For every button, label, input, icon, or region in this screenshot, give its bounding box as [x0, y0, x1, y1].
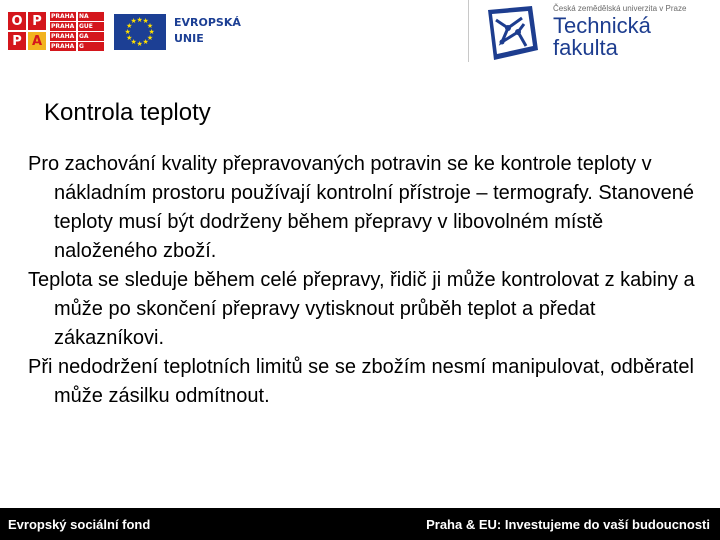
eu-star-icon: ★ — [130, 18, 137, 26]
oppa-letter-a: A — [28, 32, 46, 50]
praha-word: PRAHA — [51, 23, 75, 30]
slide-header — [0, 0, 720, 64]
eu-star-icon: ★ — [126, 22, 133, 30]
praha-suffix: NA — [78, 12, 104, 21]
eu-star-icon: ★ — [126, 34, 133, 42]
praha-suffix: GUE — [78, 22, 104, 31]
university-name: Česká zemědělská univerzita v Praze — [553, 4, 687, 13]
eu-star-icon: ★ — [142, 18, 149, 26]
praha-word: PRAHA — [51, 33, 75, 40]
eu-label-line1: EVROPSKÁ — [174, 16, 241, 29]
eu-star-icon: ★ — [124, 28, 131, 36]
body-paragraph: Při nedodržení teplotních limitů se se zbožím nesmí manipulovat, odběratel může zásilku odmítnout. — [28, 356, 694, 407]
oppa-letter-p: P — [28, 12, 46, 30]
body-paragraph: Pro zachování kvality přepravovaných potravin se ke kontrole teploty v nákladním prostoru používají kontrolní přístroje – termografy. Stanovené teploty musí být dodrženy během přepravy v libovolném místě naloženého zboží. — [28, 153, 694, 262]
footer-left-text: Evropský sociální fond — [8, 516, 151, 532]
faculty-name-line1: Technická — [553, 13, 651, 38]
praha-word: PRAHA — [51, 43, 75, 50]
oppa-letter-o: O — [8, 12, 26, 30]
faculty-logo-icon — [478, 2, 542, 64]
eu-star-icon: ★ — [146, 22, 154, 30]
slide-body — [28, 150, 698, 411]
praha-suffix: GA — [78, 32, 104, 41]
eu-star-icon: ★ — [130, 38, 137, 46]
slide-footer — [0, 508, 720, 540]
praha-word: PRAHA — [51, 13, 75, 20]
footer-right-text: Praha & EU: Investujeme do vaší budoucnosti — [426, 516, 710, 532]
body-paragraph: Teplota se sleduje během celé přepravy, řidič ji může kontrolovat z kabiny a může po skončení přepravy vytisknout průběh teplot a předat zákazníkovi. — [28, 269, 695, 349]
oppa-letter-p2: P — [8, 32, 26, 50]
faculty-name — [553, 15, 651, 59]
eu-label — [174, 15, 254, 47]
eu-star-icon: ★ — [148, 28, 155, 36]
header-divider — [468, 0, 469, 62]
eu-star-icon: ★ — [136, 40, 143, 48]
eu-label-line2: UNIE — [174, 32, 204, 45]
eu-star-icon: ★ — [146, 34, 154, 42]
eu-star-icon: ★ — [136, 16, 143, 24]
praha-grid — [50, 12, 104, 52]
oppa-logo — [8, 12, 104, 52]
eu-flag-icon — [114, 14, 166, 50]
faculty-name-line2: fakulta — [553, 35, 618, 60]
praha-suffix: G — [78, 42, 104, 51]
slide-title: Kontrola teploty — [44, 99, 211, 126]
eu-star-icon: ★ — [142, 38, 149, 46]
